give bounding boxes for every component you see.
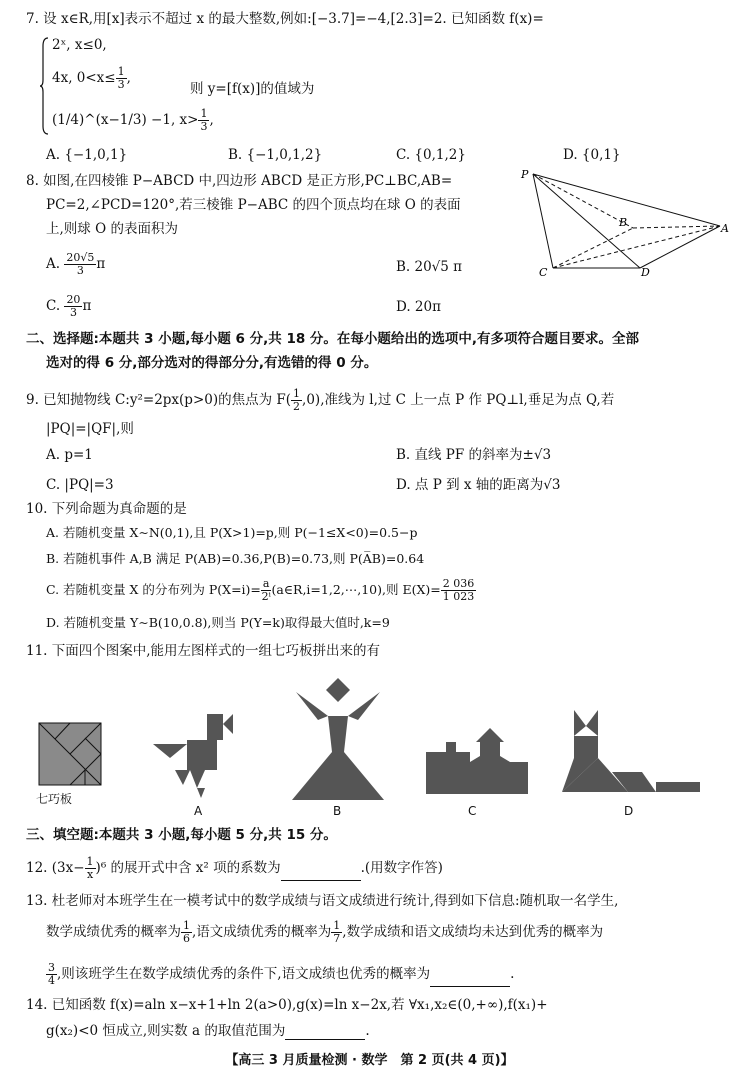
tangram-figure-b <box>288 676 388 806</box>
q7-option-c: C. {0,1,2} <box>396 147 466 163</box>
q10-option-b: B. 若随机事件 A,B 满足 P(AB)=0.36,P(B)=0.73,则 P(A̅B)=0.64 <box>46 551 425 566</box>
q8-line3: 上,则球 O 的表面积为 <box>46 221 178 237</box>
q7-stem: 7. 设 x∈R,用[x]表示不超过 x 的最大整数,例如:[−3.7]=−4,[2.3]=2. 已知函数 f(x)= <box>26 11 544 27</box>
q13-line3: $\frac{3}{4}$ ,则该班学生在数学成绩优秀的条件下,语文成绩也优秀的概率为 . <box>48 961 515 987</box>
section3-line1: 三、填空题:本题共 3 小题,每小题 5 分,共 15 分。 <box>26 827 337 843</box>
q13-answer-blank[interactable] <box>430 974 510 987</box>
q9-line2: |PQ|=|QF|,则 <box>46 421 134 437</box>
q7-case3: (1/4)^(x−1/3) −1, x> $\frac{1}{3}$ , <box>52 107 214 133</box>
q10-option-c: C. 若随机变量 X 的分布列为 P(X=i)= $\frac{a}{\text{2ⁱ}}$ (a∈R,i=1,2,⋯,10),则 E(X)= $\frac{2 036}{1 023}$ <box>46 577 475 603</box>
figure-b-label: B <box>333 804 342 818</box>
q12-line: 12. (3x− $\frac{1}{x}$ )⁶ 的展开式中含 x² 项的系数为 .(用数字作答) <box>26 855 443 881</box>
q8-option-b: B. 20√5 π <box>396 259 463 275</box>
figure-label-p: P <box>521 168 529 181</box>
q7-option-a: A. {−1,0,1} <box>46 147 128 163</box>
q14-line2: g(x₂)<0 恒成立,则实数 a 的取值范围为 . <box>46 1023 370 1039</box>
page-footer: 【高三 3 月质量检测 · 数学 第 2 页(共 4 页)】 <box>225 1053 514 1068</box>
q7-brace <box>40 36 50 136</box>
figure-label-b: B <box>619 216 628 229</box>
q11-stem: 11. 下面四个图案中,能用左图样式的一组七巧板拼出来的有 <box>26 643 381 659</box>
tangram-square-figure <box>38 722 102 786</box>
figure-label-a: A <box>721 222 729 235</box>
q9-option-a: A. p=1 <box>46 447 93 463</box>
q14-answer-blank[interactable] <box>285 1027 365 1040</box>
q7-tail: 则 y=[f(x)]的值域为 <box>190 81 315 97</box>
q10-stem: 10. 下列命题为真命题的是 <box>26 501 187 517</box>
figure-c-label: C <box>468 804 477 818</box>
q8-line1: 8. 如图,在四棱锥 P−ABCD 中,四边形 ABCD 是正方形,PC⊥BC,AB= <box>26 173 453 189</box>
q13-line2: 数学成绩优秀的概率为 $\frac{1}{6}$ ,语文成绩优秀的概率为 $\frac{1}{7}$ ,数学成绩和语文成绩均未达到优秀的概率为 <box>46 919 604 945</box>
q7-option-b: B. {−1,0,1,2} <box>228 147 323 163</box>
tangram-caption: 七巧板 <box>36 792 73 806</box>
q7-option-d: D. {0,1} <box>563 147 621 163</box>
q13-line1: 13. 杜老师对本班学生在一模考试中的数学成绩与语文成绩进行统计,得到如下信息:随机取一名学生, <box>26 893 619 909</box>
q8-option-c: C. $\frac{20}{3}$ π <box>46 293 92 319</box>
section2-line1: 二、选择题:本题共 3 小题,每小题 6 分,共 18 分。在每小题给出的选项中,有多项符合题目要求。全部 <box>26 331 640 347</box>
tangram-figure-a <box>145 700 245 800</box>
q12-answer-blank[interactable] <box>281 868 361 881</box>
q9-option-c: C. |PQ|=3 <box>46 477 114 493</box>
q8-option-a: A. $\frac{20√5}{3}$ π <box>46 251 106 277</box>
q14-line1: 14. 已知函数 f(x)=aln x−x+1+ln 2(a>0),g(x)=ln x−2x,若 ∀x₁,x₂∈(0,+∞),f(x₁)+ <box>26 997 548 1013</box>
q8-line2: PC=2,∠PCD=120°,若三棱锥 P−ABC 的四个顶点均在球 O 的表面 <box>46 197 461 213</box>
pyramid-figure <box>515 168 730 278</box>
figure-label-c: C <box>539 266 548 278</box>
q7-case1: 2ˣ, x≤0, <box>52 37 107 53</box>
tangram-figure-c <box>424 722 530 798</box>
q8-option-d: D. 20π <box>396 299 441 315</box>
q10-option-d: D. 若随机变量 Y∼B(10,0.8),则当 P(Y=k)取得最大值时,k=9 <box>46 615 390 630</box>
tangram-figure-d <box>558 706 704 796</box>
figure-label-d: D <box>641 266 650 278</box>
q9-line1: 9. 已知抛物线 C:y²=2px(p>0)的焦点为 F( $\frac{1}{2}$ ,0),准线为 l,过 C 上一点 P 作 PQ⊥l,垂足为点 Q,若 <box>26 387 615 413</box>
figure-d-label: D <box>624 804 634 818</box>
q9-option-b: B. 直线 PF 的斜率为±√3 <box>396 447 552 463</box>
figure-a-label: A <box>194 804 203 818</box>
q9-option-d: D. 点 P 到 x 轴的距离为√3 <box>396 477 561 493</box>
q7-case2: 4x, 0<x≤ $\frac{1}{3}$ , <box>52 65 131 91</box>
section2-line2: 选对的得 6 分,部分选对的得部分分,有选错的得 0 分。 <box>46 355 378 371</box>
q10-option-a: A. 若随机变量 X∼N(0,1),且 P(X>1)=p,则 P(−1≤X<0)=0.5−p <box>46 525 418 540</box>
